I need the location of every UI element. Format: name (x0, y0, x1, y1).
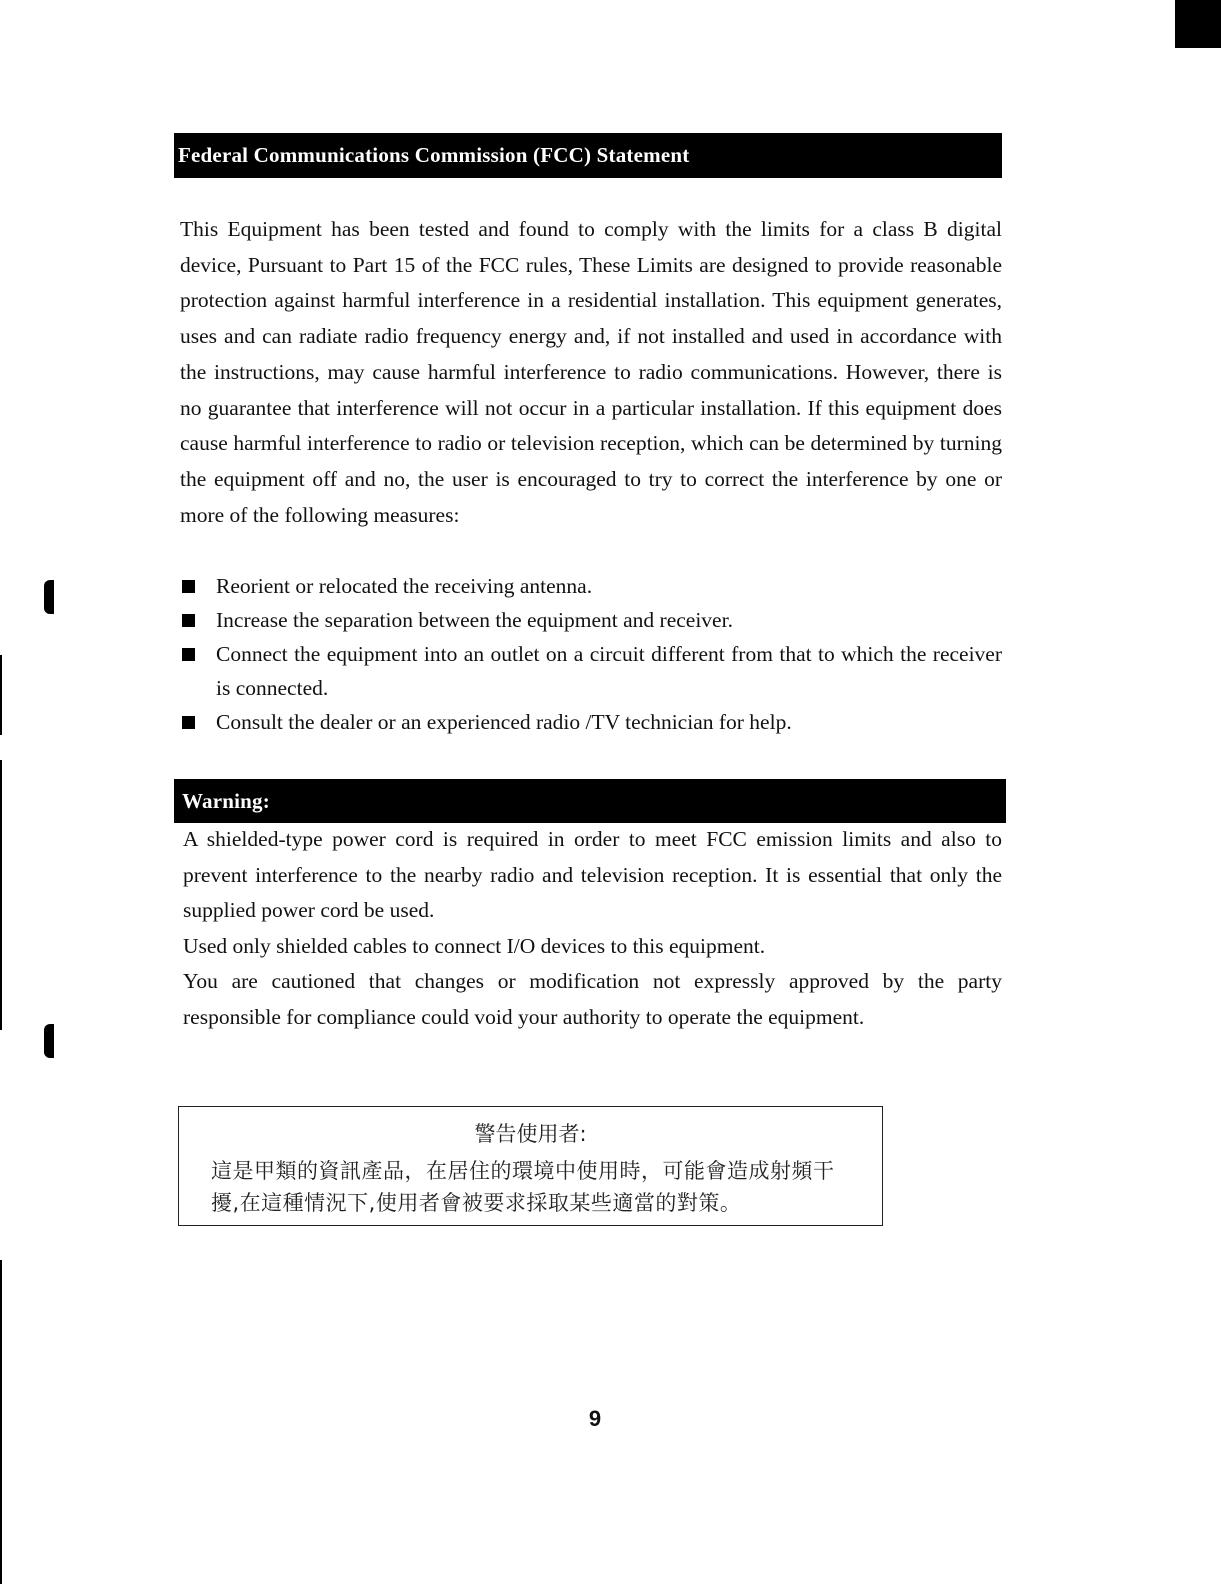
warning-heading (174, 779, 1006, 823)
warning-paragraph: Used only shielded cables to connect I/O devices to this equipment. (183, 933, 766, 958)
measure-text: Connect the equipment into an outlet on a circuit different from that to which the receiver is connected. (216, 642, 1002, 700)
list-item (180, 705, 1002, 739)
scan-edge-line (0, 655, 2, 735)
fcc-measures-list (180, 569, 1002, 739)
binder-hole-mark-top (44, 580, 54, 614)
warning-heading-text: Warning: (182, 788, 270, 813)
square-bullet-icon (182, 614, 195, 627)
list-item (180, 637, 1002, 705)
list-item (180, 603, 1002, 637)
binder-hole-mark-bottom (44, 1024, 54, 1058)
square-bullet-icon (182, 716, 195, 729)
measure-text: Consult the dealer or an experienced radio /TV technician for help. (216, 710, 792, 734)
fcc-statement-paragraph: This Equipment has been tested and found to comply with the limits for a class B digital device, Pursuant to Part 15 of the FCC rules, These Limits are designed to provide reasonable protection against harmful interference in a residential installation. This equipment generates, uses and can radiate radio frequency energy and, if not installed and used in accordance with the instructions, may cause harmful interference to radio communications. However, there is no guarantee that interference will not occur in a particular installation. If this equipment does cause harmful interference to radio or television reception, which can be determined by turning the equipment off and no, the user is encouraged to try to correct the interference by one or more of the following measures: (180, 217, 1002, 527)
scan-edge-line (0, 760, 2, 1030)
square-bullet-icon (182, 648, 195, 661)
scan-corner-mark (1175, 0, 1221, 48)
chinese-warning-title: 警告使用者: (474, 1122, 587, 1146)
square-bullet-icon (182, 580, 195, 593)
warning-body (183, 822, 1002, 1035)
list-item (180, 569, 1002, 603)
measure-text: Reorient or relocated the receiving antenna. (216, 574, 593, 598)
fcc-heading-text: Federal Communications Commission (FCC) Statement (178, 143, 690, 167)
measure-text: Increase the separation between the equipment and receiver. (216, 608, 733, 632)
chinese-warning-body: 這是甲類的資訊產品，在居住的環境中使用時，可能會造成射頻干擾,在這種情況下,使用者會被要求採取某些適當的對策。 (211, 1159, 835, 1215)
warning-paragraph: A shielded-type power cord is required in order to meet FCC emission limits and also to prevent interference to the nearby radio and television reception. It is essential that only the supplied power cord be used. (183, 827, 1002, 922)
fcc-statement-heading (174, 133, 1002, 178)
chinese-warning-box (178, 1106, 883, 1226)
page-number: 9 (588, 1406, 602, 1431)
warning-paragraph: You are cautioned that changes or modification not expressly approved by the party responsible for compliance could void your authority to operate the equipment. (183, 969, 1002, 1029)
